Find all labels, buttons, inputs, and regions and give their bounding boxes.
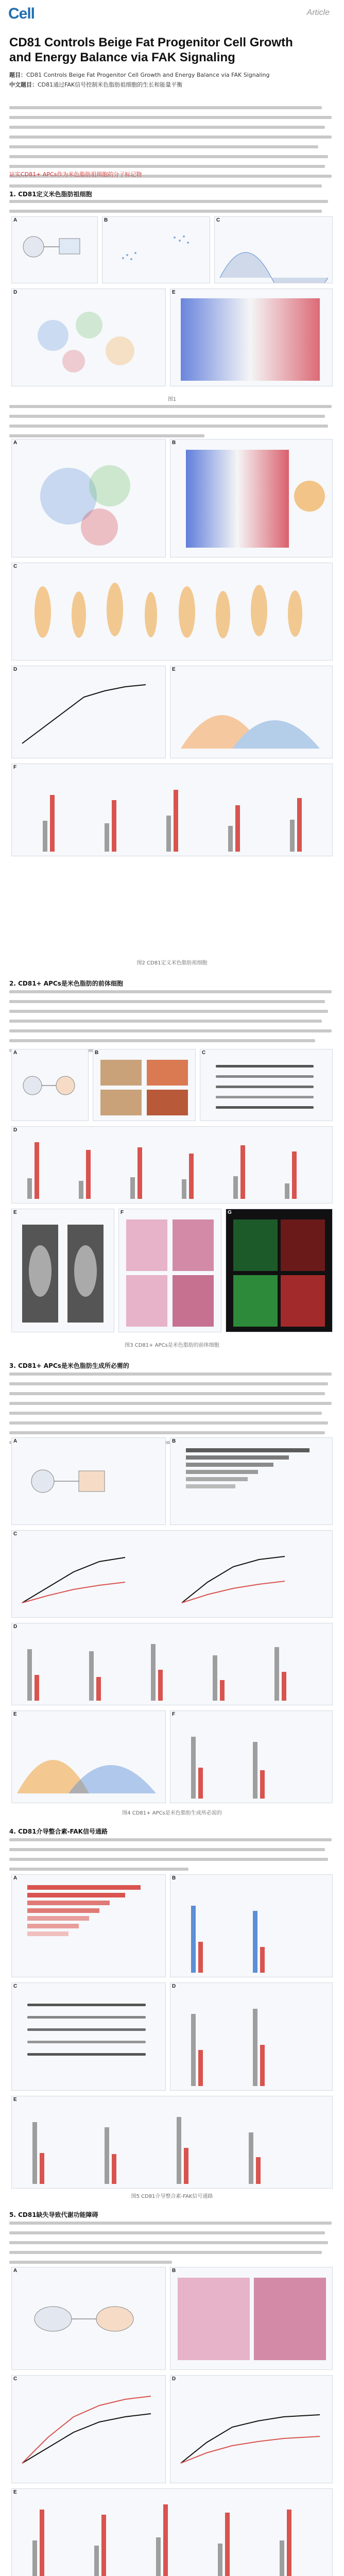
text-line bbox=[9, 1000, 325, 1003]
bar bbox=[225, 2513, 230, 2576]
bar bbox=[27, 1931, 68, 1936]
fig6-panel-b bbox=[170, 2267, 333, 2370]
text-line bbox=[9, 1029, 332, 1032]
fig3-panel-d bbox=[11, 1126, 333, 1204]
fig1-panel-a bbox=[11, 216, 98, 283]
fig4-panel-a bbox=[11, 1437, 166, 1525]
schematic-diagram bbox=[12, 217, 97, 283]
western-blot-band bbox=[27, 2004, 146, 2006]
bar bbox=[287, 2510, 291, 2576]
heatmap bbox=[170, 289, 332, 386]
text-line bbox=[9, 1010, 328, 1013]
fig3-panel-b bbox=[93, 1049, 196, 1121]
western-blot-band bbox=[27, 2041, 146, 2043]
violin-plots bbox=[12, 563, 332, 660]
bar bbox=[166, 816, 171, 852]
text-line bbox=[9, 1402, 332, 1405]
bar bbox=[186, 1463, 273, 1467]
bar bbox=[105, 823, 109, 852]
fig4-panel-c bbox=[11, 1530, 333, 1618]
line-plot bbox=[170, 2376, 332, 2483]
bar bbox=[27, 1649, 32, 1701]
bar bbox=[213, 1655, 217, 1701]
section-heading-1: 1. CD81定义米色脂肪祖细胞 bbox=[9, 191, 92, 198]
bar bbox=[163, 2504, 168, 2576]
bar bbox=[290, 820, 295, 852]
panel-label: B bbox=[172, 1875, 176, 1881]
bar bbox=[35, 1142, 39, 1199]
panel-label: E bbox=[172, 290, 176, 295]
bar bbox=[186, 1477, 248, 1481]
panel-label: F bbox=[13, 765, 17, 770]
fig6-panel-a bbox=[11, 2267, 166, 2370]
fig5-panel-c bbox=[11, 1982, 166, 2091]
article-category: Article bbox=[306, 8, 330, 17]
fig5-panel-d bbox=[170, 1982, 333, 2091]
meta-cn-title-value: CD81通过FAK信号控制米色脂肪祖细胞的生长和能量平衡 bbox=[38, 81, 183, 88]
western-blot-band bbox=[216, 1065, 314, 1067]
panel-label: E bbox=[13, 1711, 17, 1717]
bar-group bbox=[22, 2100, 326, 2188]
umap-plot bbox=[12, 289, 165, 386]
text-line bbox=[9, 135, 332, 139]
histology-images bbox=[119, 1209, 221, 1332]
text-line bbox=[9, 1372, 332, 1376]
bar bbox=[240, 1145, 245, 1199]
text-line bbox=[9, 2222, 332, 2225]
western-blot-band bbox=[27, 2016, 146, 2019]
western-blot-band bbox=[27, 2053, 146, 2056]
text-line bbox=[9, 1858, 328, 1861]
panel-label: D bbox=[13, 290, 18, 295]
bar bbox=[186, 1448, 309, 1452]
text-line bbox=[9, 434, 204, 437]
horizontal-bar-chart bbox=[27, 1885, 161, 1939]
panel-label: B bbox=[172, 2268, 176, 2274]
bar bbox=[274, 1647, 279, 1701]
fig1-panel-c bbox=[214, 216, 333, 283]
western-blot-band bbox=[216, 1096, 314, 1098]
panel-label: A bbox=[13, 2268, 18, 2274]
bar bbox=[292, 1151, 297, 1199]
immunofluorescence-images bbox=[226, 1209, 332, 1332]
text-line bbox=[9, 1848, 325, 1851]
panel-label: B bbox=[172, 1438, 176, 1444]
text-line bbox=[9, 415, 325, 418]
text-line bbox=[9, 184, 322, 188]
bar bbox=[260, 1947, 265, 1973]
fig1-panel-d bbox=[11, 289, 166, 386]
bar bbox=[191, 2014, 196, 2086]
bar bbox=[156, 2537, 161, 2576]
highlighted-sentence: 证实CD81+ APCs作为米色脂肪祖细胞的分子标记物 bbox=[9, 171, 142, 178]
bar bbox=[27, 1908, 99, 1913]
panel-label: D bbox=[13, 1624, 18, 1630]
bar bbox=[249, 2132, 253, 2184]
bar-group bbox=[22, 1628, 326, 1705]
bar bbox=[280, 2540, 284, 2576]
figure-caption: 图1 bbox=[167, 397, 177, 402]
bar bbox=[191, 1737, 196, 1799]
panel-label: C bbox=[216, 217, 220, 223]
fig5-panel-e bbox=[11, 2096, 333, 2189]
bar bbox=[186, 1455, 289, 1460]
bar bbox=[27, 1178, 32, 1199]
bar bbox=[35, 1675, 39, 1701]
bar bbox=[297, 798, 302, 852]
fig6-panel-e bbox=[11, 2488, 333, 2576]
panel-label: E bbox=[13, 2097, 17, 2103]
animal-imaging bbox=[12, 1209, 114, 1332]
bar bbox=[220, 1680, 225, 1701]
panel-label: E bbox=[13, 2489, 17, 2495]
fig1-panel-e bbox=[170, 289, 333, 386]
text-line bbox=[9, 405, 332, 408]
meta-cn-title-row bbox=[9, 80, 334, 90]
western-blot-band bbox=[216, 1086, 314, 1088]
bar bbox=[89, 1651, 94, 1701]
figure-2 bbox=[11, 439, 333, 954]
text-line bbox=[9, 1838, 332, 1841]
bar bbox=[43, 821, 47, 852]
bar bbox=[112, 2154, 116, 2184]
fig4-panel-b bbox=[170, 1437, 333, 1525]
bar bbox=[137, 1147, 142, 1199]
bar bbox=[260, 2045, 265, 2086]
horizontal-bar-chart bbox=[186, 1448, 325, 1492]
bar bbox=[189, 1154, 194, 1199]
bar bbox=[79, 1181, 83, 1199]
bar bbox=[174, 790, 178, 852]
figure-caption: 图2 CD81定义米色脂肪祖细胞 bbox=[136, 960, 208, 966]
panel-label: D bbox=[13, 667, 18, 672]
microscopy-images bbox=[93, 1049, 195, 1121]
bar bbox=[253, 2009, 257, 2086]
panel-label: A bbox=[13, 1050, 18, 1056]
bar bbox=[228, 826, 233, 852]
figure-caption: 图5 CD81介导整合素-FAK信号通路 bbox=[131, 2194, 213, 2199]
fig4-panel-d bbox=[11, 1623, 333, 1705]
bar bbox=[233, 1176, 238, 1199]
bar-group bbox=[22, 1131, 326, 1203]
bar bbox=[27, 1893, 125, 1897]
text-line bbox=[9, 1020, 322, 1023]
panel-label: C bbox=[13, 1531, 18, 1537]
panel-label: D bbox=[172, 1984, 176, 1989]
figure-1 bbox=[11, 216, 333, 392]
text-line bbox=[9, 1392, 325, 1395]
panel-label: F bbox=[172, 1711, 176, 1717]
histology-images bbox=[170, 2267, 332, 2369]
bar bbox=[40, 2153, 44, 2184]
fig2-panel-c bbox=[11, 563, 333, 660]
fig2-panel-f bbox=[11, 764, 333, 856]
histogram-plot bbox=[215, 217, 332, 283]
section-4-paragraph bbox=[9, 1838, 335, 1877]
western-blot-band bbox=[27, 2028, 146, 2031]
panel-label: B bbox=[95, 1050, 99, 1056]
text-line bbox=[9, 1421, 328, 1425]
flow-plot bbox=[170, 666, 332, 758]
bar bbox=[32, 2540, 37, 2576]
panel-label: E bbox=[172, 667, 176, 672]
western-blot-band bbox=[216, 1106, 314, 1109]
umap-plot bbox=[12, 439, 165, 557]
bar bbox=[198, 1768, 203, 1799]
text-line bbox=[9, 155, 328, 158]
text-line bbox=[9, 990, 332, 993]
bar bbox=[256, 2157, 261, 2184]
text-line bbox=[9, 116, 332, 119]
text-line bbox=[9, 165, 325, 168]
bar bbox=[186, 1484, 235, 1488]
bar-group bbox=[22, 2493, 326, 2576]
panel-label: B bbox=[172, 440, 176, 446]
panel-label: C bbox=[202, 1050, 206, 1056]
fig2-panel-a bbox=[11, 439, 166, 557]
bar bbox=[101, 2515, 106, 2576]
text-line bbox=[9, 200, 328, 203]
figure-6 bbox=[11, 2267, 333, 2576]
meta-title-key: 题目： bbox=[9, 72, 26, 78]
text-line bbox=[9, 2231, 325, 2234]
fig2-panel-d bbox=[11, 666, 166, 758]
bar bbox=[186, 1470, 258, 1474]
fig3-panel-e bbox=[11, 1209, 114, 1332]
article-header bbox=[0, 0, 344, 35]
schematic-diagram bbox=[12, 1438, 165, 1524]
bar bbox=[32, 2122, 37, 2184]
fig6-panel-c bbox=[11, 2375, 166, 2483]
fig5-panel-b bbox=[170, 1874, 333, 1977]
bar bbox=[96, 1677, 101, 1701]
figure-caption: 图4 CD81+ APCs是米色脂肪生成所必需的 bbox=[122, 1810, 222, 1816]
panel-label: A bbox=[13, 440, 18, 446]
section-heading-3: 3. CD81+ APCs是米色脂肪生成所必需的 bbox=[9, 1362, 129, 1369]
text-line bbox=[9, 2241, 328, 2244]
panel-label: B bbox=[104, 217, 108, 223]
bar bbox=[191, 1906, 196, 1973]
meta-title-row bbox=[9, 70, 334, 80]
text-line bbox=[9, 2251, 322, 2254]
fig2-panel-e bbox=[170, 666, 333, 758]
flow-plot bbox=[102, 217, 210, 283]
bar bbox=[177, 2117, 181, 2184]
bar bbox=[27, 1924, 79, 1928]
bar bbox=[151, 1644, 156, 1701]
meta-cn-title-key: 中文题目： bbox=[9, 81, 38, 88]
bar bbox=[184, 2148, 188, 2184]
fig3-panel-c bbox=[200, 1049, 333, 1121]
panel-label: C bbox=[13, 1984, 18, 1989]
bar bbox=[260, 1770, 265, 1799]
panel-label: E bbox=[13, 1210, 17, 1215]
panel-label: C bbox=[13, 2376, 18, 2382]
histogram-plot bbox=[12, 1711, 165, 1803]
text-line bbox=[9, 425, 328, 428]
bar bbox=[86, 1150, 91, 1199]
heatmap bbox=[170, 439, 332, 557]
bar bbox=[105, 2127, 109, 2184]
bar-group bbox=[32, 768, 321, 856]
fig3-panel-g bbox=[226, 1209, 333, 1332]
fig2-panel-b bbox=[170, 439, 333, 557]
fig3-panel-f bbox=[118, 1209, 221, 1332]
fig4-panel-e bbox=[11, 1710, 166, 1803]
panel-label: A bbox=[13, 1438, 18, 1444]
panel-label: G bbox=[228, 1210, 232, 1215]
bar bbox=[27, 1916, 89, 1921]
figure-caption: 图3 CD81+ APCs是米色脂肪的前体细胞 bbox=[125, 1343, 219, 1348]
bar bbox=[94, 2546, 99, 2576]
section-heading-2: 2. CD81+ APCs是米色脂肪的前体细胞 bbox=[9, 980, 123, 987]
bar bbox=[253, 1911, 257, 1973]
article-meta bbox=[9, 70, 334, 90]
fig3-panel-a bbox=[11, 1049, 89, 1121]
panel-label: A bbox=[13, 217, 18, 223]
text-line bbox=[9, 2261, 172, 2264]
figure-3 bbox=[11, 1049, 333, 1337]
section-heading-4: 4. CD81介导整合素-FAK信号通路 bbox=[9, 1828, 108, 1835]
bar bbox=[27, 1885, 141, 1890]
schematic-diagram bbox=[12, 2267, 165, 2369]
article-title: CD81 Controls Beige Fat Progenitor Cell Growth and Energy Balance via FAK Signaling bbox=[9, 36, 293, 64]
panel-label: D bbox=[13, 1127, 18, 1133]
fig6-panel-d bbox=[170, 2375, 333, 2483]
bar-group bbox=[181, 1715, 325, 1803]
intro-paragraph bbox=[9, 106, 335, 194]
western-blot-band bbox=[216, 1075, 314, 1078]
panel-label: D bbox=[172, 2376, 176, 2382]
text-line bbox=[9, 1382, 328, 1385]
bar-group bbox=[181, 1987, 325, 2090]
section-1-paragraph-2 bbox=[9, 405, 335, 444]
section-5-paragraph bbox=[9, 2222, 335, 2270]
fig4-panel-f bbox=[170, 1710, 333, 1803]
bar bbox=[40, 2510, 44, 2576]
text-line bbox=[9, 1868, 188, 1871]
line-plots bbox=[12, 1531, 332, 1617]
panel-label: C bbox=[13, 564, 18, 569]
bar bbox=[218, 2544, 222, 2576]
bar bbox=[253, 1742, 257, 1799]
bar bbox=[235, 805, 240, 852]
line-plot bbox=[12, 666, 165, 758]
text-line bbox=[9, 1431, 325, 1434]
fig1-panel-b bbox=[102, 216, 210, 283]
bar bbox=[158, 1670, 163, 1701]
bar bbox=[182, 1179, 186, 1199]
bar bbox=[50, 795, 55, 852]
text-line bbox=[9, 145, 318, 148]
bar bbox=[130, 1177, 135, 1199]
bar bbox=[285, 1183, 289, 1199]
bar bbox=[282, 1672, 286, 1701]
text-line bbox=[9, 126, 325, 129]
panel-label: A bbox=[13, 1875, 18, 1881]
section-heading-5: 5. CD81缺失导致代谢功能障碍 bbox=[9, 2211, 98, 2218]
schematic-diagram bbox=[12, 1049, 88, 1121]
meta-title-value: CD81 Controls Beige Fat Progenitor Cell Growth and Energy Balance via FAK Signaling bbox=[26, 72, 270, 78]
journal-logo: Cell bbox=[8, 5, 35, 22]
bar bbox=[198, 2050, 203, 2086]
text-line bbox=[9, 210, 322, 213]
line-plot bbox=[12, 2376, 165, 2483]
bar bbox=[27, 1901, 110, 1905]
bar-group bbox=[181, 1879, 325, 1977]
text-line bbox=[9, 1412, 322, 1415]
text-line bbox=[9, 106, 322, 109]
text-line bbox=[9, 1039, 315, 1042]
bar bbox=[112, 800, 116, 852]
fig5-panel-a bbox=[11, 1874, 166, 1977]
panel-label: F bbox=[121, 1210, 124, 1215]
bar bbox=[198, 1942, 203, 1973]
